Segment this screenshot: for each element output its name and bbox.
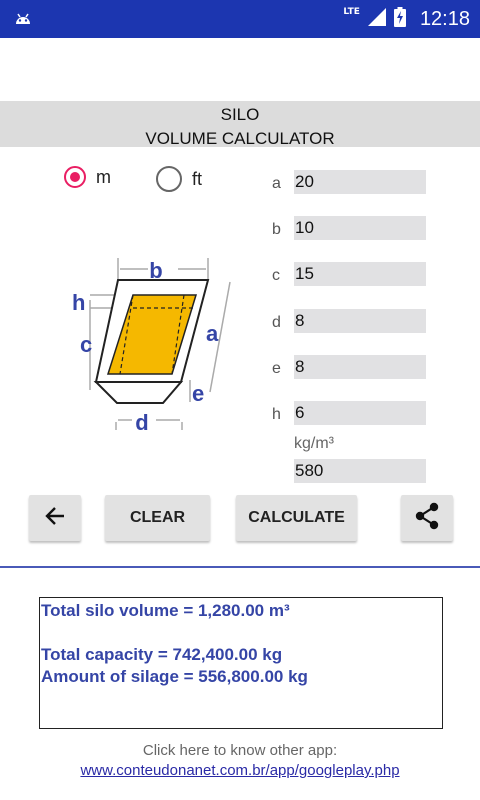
title-line-2: VOLUME CALCULATOR [145,129,335,148]
footer-link[interactable]: www.conteudonanet.com.br/app/googleplay.php [80,762,400,779]
diagram-label-a: a [206,321,219,346]
result-capacity: Total capacity = 742,400.00 kg [41,645,283,664]
input-a[interactable]: 20 [294,170,426,194]
result-silage: Amount of silage = 556,800.00 kg [41,667,308,686]
radio-unchecked-icon[interactable] [156,166,182,192]
input-e[interactable]: 8 [294,355,426,379]
input-d[interactable]: 8 [294,309,426,333]
unit-label-ft: ft [192,168,203,189]
arrow-left-icon [44,505,66,532]
field-label-h: h [272,406,281,423]
footer-text: Click here to know other app: [142,742,338,759]
clear-button[interactable]: CLEAR [105,495,210,541]
diagram-label-e: e [192,381,205,406]
back-button[interactable] [29,495,81,541]
share-button[interactable] [401,495,453,541]
battery-charging-icon [394,7,406,31]
density-unit-label: kg/m³ [294,435,334,452]
field-label-e: e [272,360,281,377]
android-icon [14,10,32,30]
silo-diagram [60,250,250,440]
share-icon [414,502,440,535]
field-label-b: b [272,221,281,238]
input-b[interactable]: 10 [294,216,426,240]
results-box [39,597,443,729]
unit-radio-ft[interactable] [156,166,202,192]
diagram-label-h: h [72,290,86,315]
radio-checked-icon[interactable] [64,166,86,188]
diagram-label-c: c [80,332,93,357]
input-h[interactable]: 6 [294,401,426,425]
diagram-label-b: b [149,258,163,283]
field-label-d: d [272,314,281,331]
input-c[interactable]: 15 [294,262,426,286]
field-label-c: c [272,267,280,284]
network-type: LTE [343,7,360,17]
field-label-a: a [272,175,281,192]
unit-radio-m[interactable] [64,166,111,188]
input-density[interactable]: 580 [294,459,426,483]
calculate-button[interactable]: CALCULATE [236,495,357,541]
divider [0,566,480,568]
status-bar [0,0,480,38]
diagram-label-d: d [135,410,149,435]
clock: 12:18 [419,7,470,30]
signal-icon [368,8,386,30]
unit-label-m: m [96,166,111,187]
title-line-1: SILO [220,105,260,124]
result-volume: Total silo volume = 1,280.00 m³ [41,601,290,620]
page-title [0,101,480,147]
